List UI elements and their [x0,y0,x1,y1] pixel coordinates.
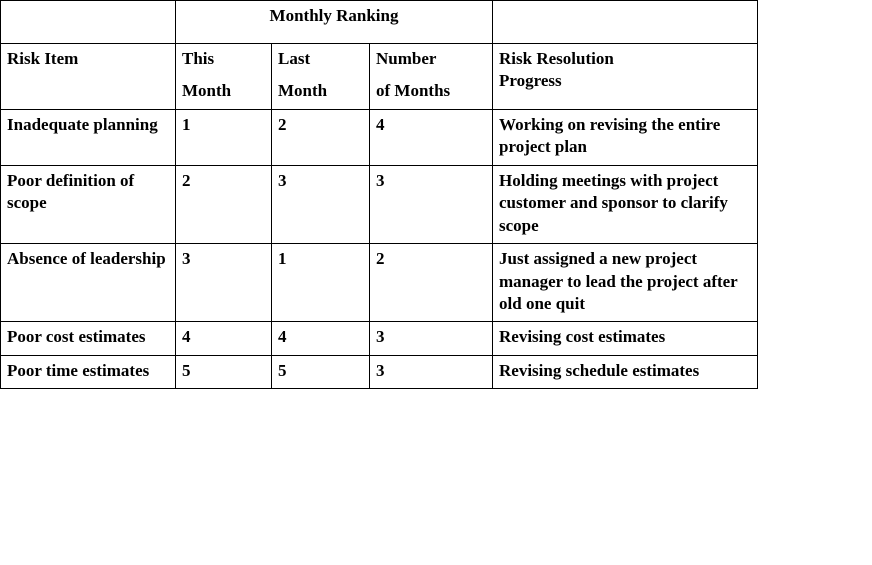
column-header-number-line1: Number [376,49,437,68]
cell-number-of-months: 2 [370,244,493,322]
column-header-progress-line1: Risk Resolution [499,49,614,68]
column-header-this-month-line1: This [182,49,215,68]
column-header-progress-line2: Progress [499,71,562,91]
cell-last-month: 4 [272,322,370,355]
column-header-last-month [272,44,370,110]
table-row [1,322,758,355]
cell-last-month: 1 [272,244,370,322]
cell-number-of-months: 3 [370,322,493,355]
column-header-number-line2: of Months [376,81,451,101]
cell-this-month: 3 [176,244,272,322]
cell-this-month: 2 [176,165,272,243]
cell-risk-item: Inadequate planning [1,109,176,165]
cell-risk-item: Poor definition of scope [1,165,176,243]
cell-progress: Working on revising the entire project plan [493,109,758,165]
cell-last-month: 3 [272,165,370,243]
cell-risk-item: Poor time estimates [1,355,176,388]
table-header-row [1,44,758,110]
cell-risk-item: Absence of leadership [1,244,176,322]
monthly-ranking-title: Monthly Ranking [176,1,493,44]
column-header-this-month-line2: Month [182,81,232,101]
cell-number-of-months: 4 [370,109,493,165]
cell-progress: Holding meetings with project customer and sponsor to clarify scope [493,165,758,243]
cell-number-of-months: 3 [370,355,493,388]
cell-last-month: 5 [272,355,370,388]
table-row [1,109,758,165]
banner-blank-right [493,1,758,44]
column-header-last-month-line1: Last [278,49,311,68]
cell-this-month: 5 [176,355,272,388]
cell-number-of-months: 3 [370,165,493,243]
table-row [1,355,758,388]
column-header-number-of-months [370,44,493,110]
column-header-last-month-line2: Month [278,81,328,101]
table-row [1,165,758,243]
column-header-risk-resolution-progress [493,44,758,110]
cell-progress: Just assigned a new project manager to lead the project after old one quit [493,244,758,322]
table-banner-row [1,1,758,44]
cell-risk-item: Poor cost estimates [1,322,176,355]
cell-this-month: 1 [176,109,272,165]
column-header-risk-item: Risk Item [1,44,176,110]
table-row [1,244,758,322]
cell-last-month: 2 [272,109,370,165]
banner-blank-left [1,1,176,44]
cell-progress: Revising schedule estimates [493,355,758,388]
cell-progress: Revising cost estimates [493,322,758,355]
column-header-this-month [176,44,272,110]
cell-this-month: 4 [176,322,272,355]
